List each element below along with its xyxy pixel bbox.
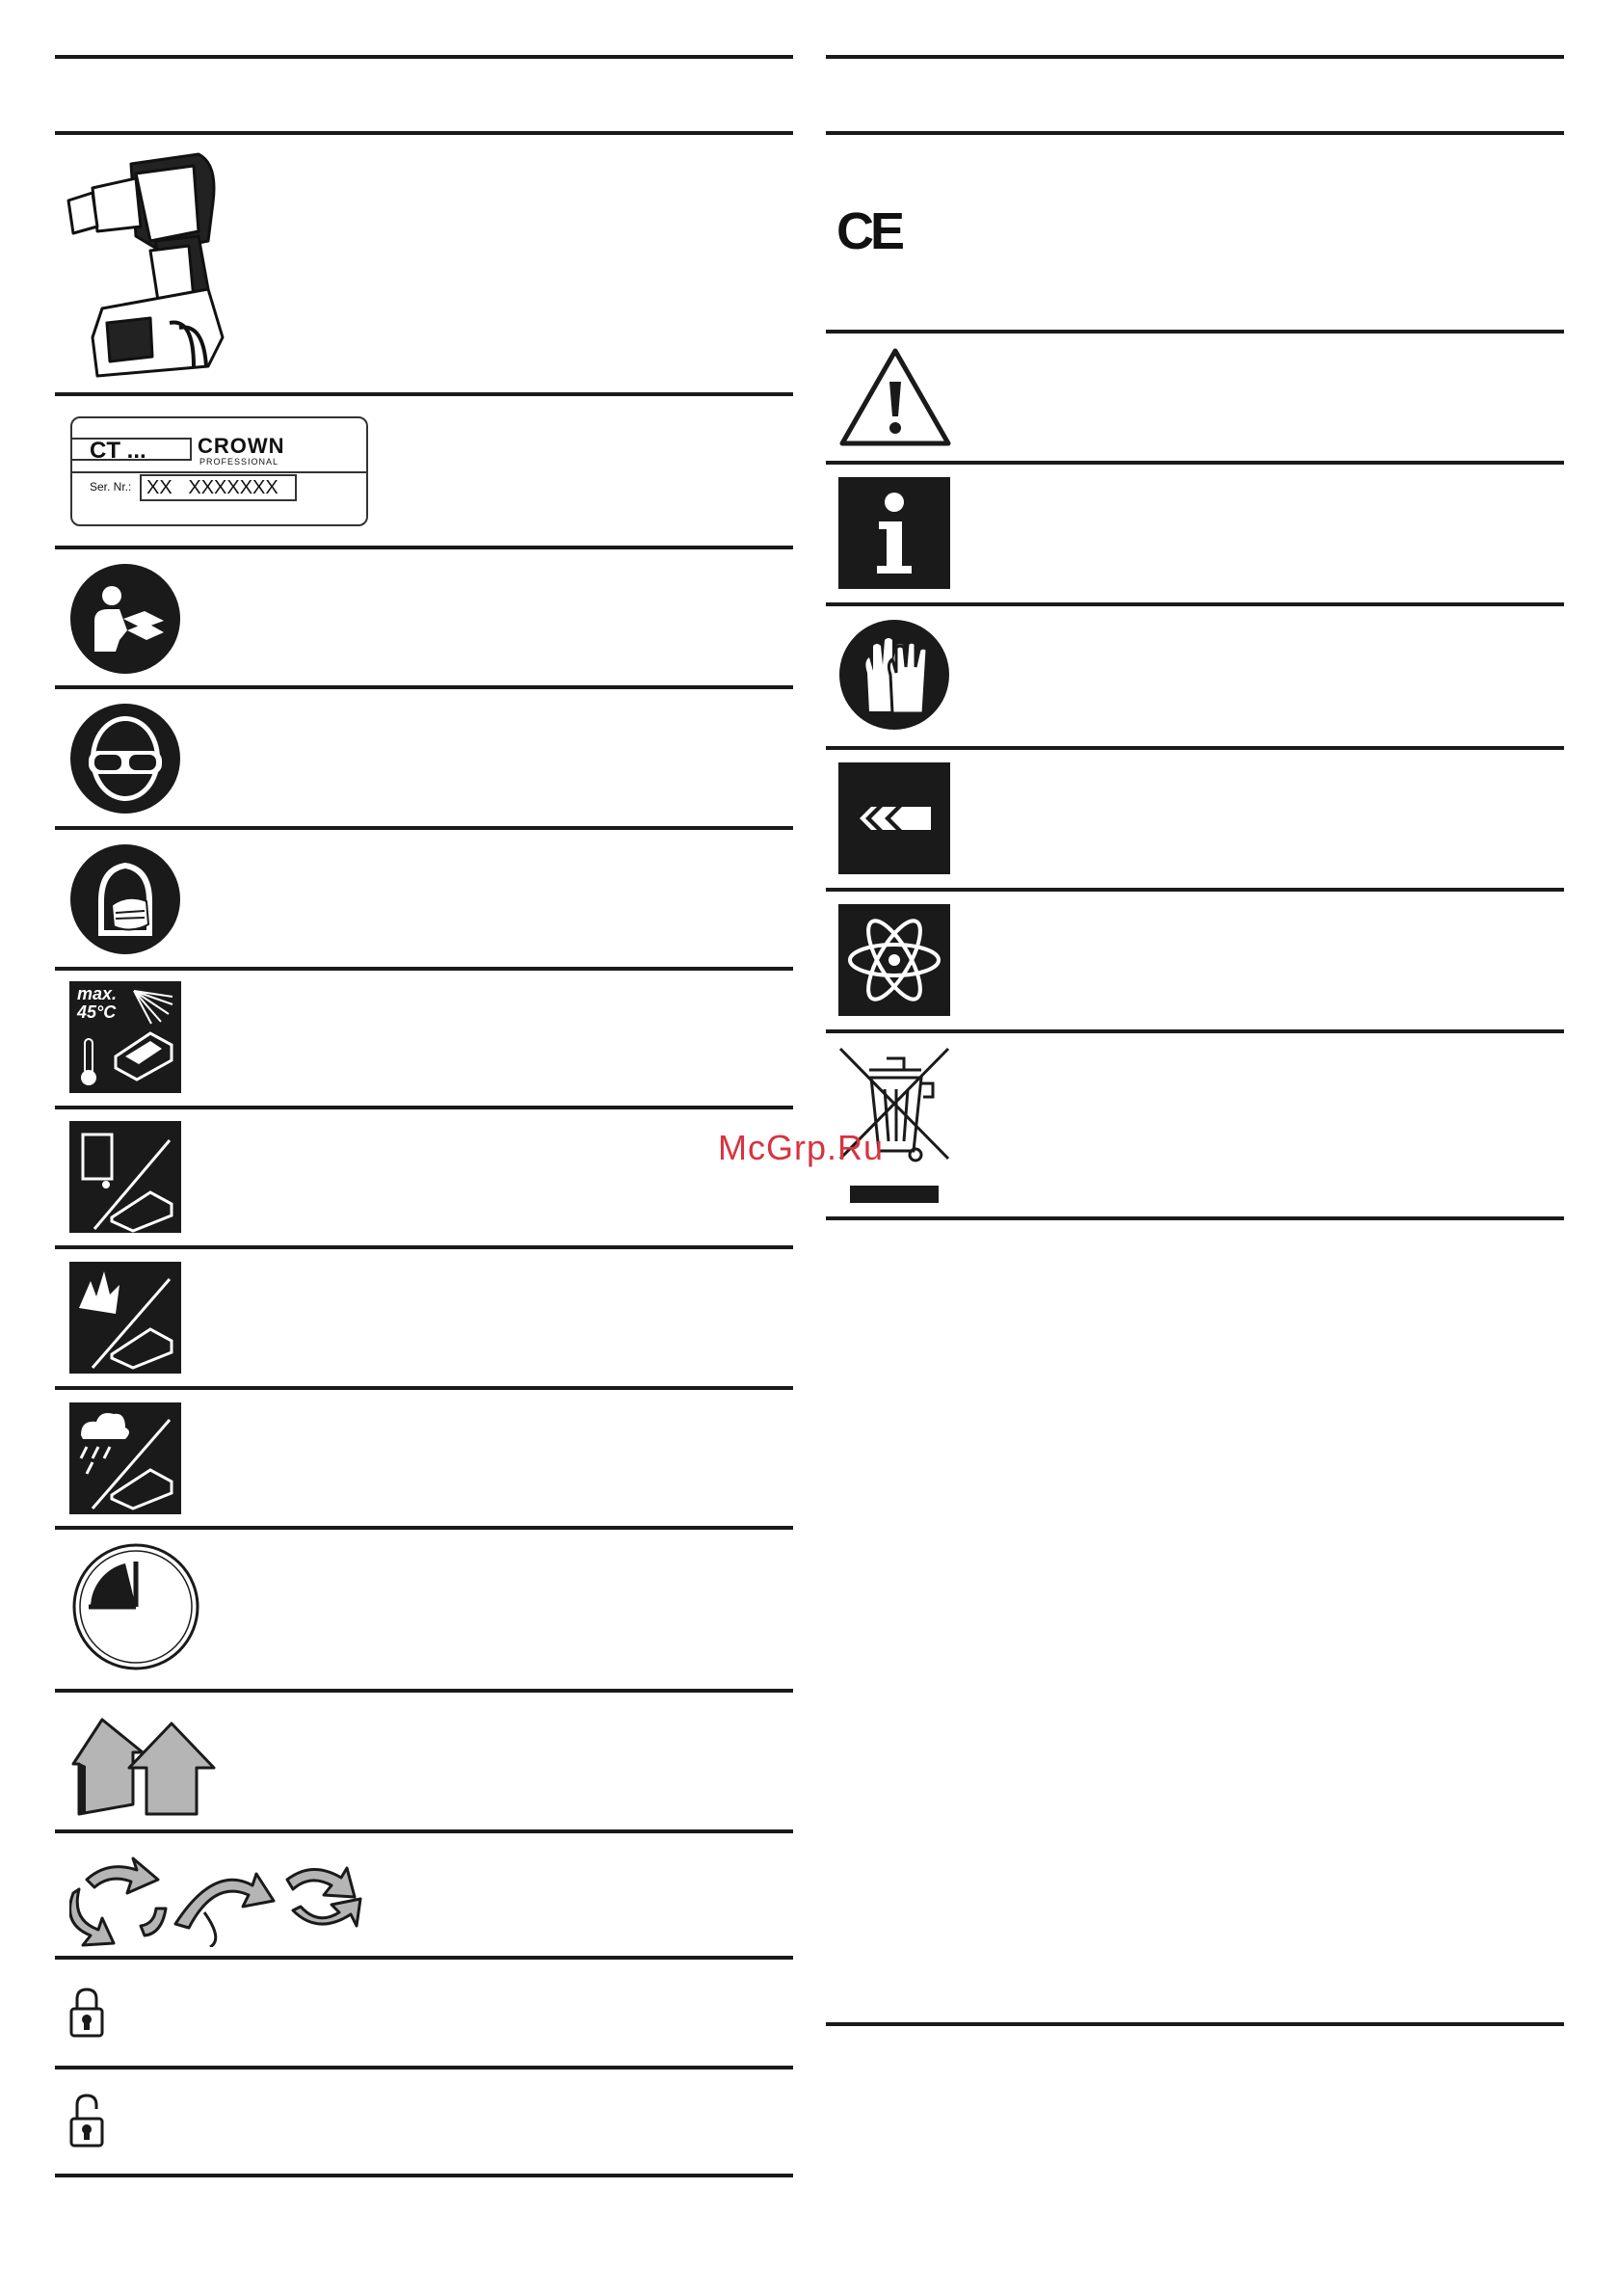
rule — [55, 967, 793, 971]
rule — [55, 1106, 793, 1109]
rule — [826, 888, 1564, 892]
battery-pack-icon — [112, 1028, 175, 1081]
rule — [55, 1956, 793, 1960]
clock-icon — [71, 1542, 200, 1671]
atom-icon — [838, 904, 950, 1016]
rule — [55, 1245, 793, 1249]
model-label: CT ... — [72, 438, 192, 461]
rule — [826, 746, 1564, 750]
eye-protection-icon — [69, 703, 181, 814]
rule — [55, 685, 793, 689]
rule — [55, 546, 793, 549]
rule-top — [55, 55, 793, 59]
rule-bottom — [826, 2022, 1564, 2026]
rule-bottom — [55, 2174, 793, 2177]
rule — [55, 1689, 793, 1693]
rule — [826, 461, 1564, 465]
rule — [55, 1386, 793, 1390]
rule — [55, 1829, 793, 1833]
rule — [826, 330, 1564, 334]
rule — [826, 1029, 1564, 1033]
rule — [55, 1526, 793, 1530]
rule-top — [826, 55, 1564, 59]
unlock-icon — [67, 2092, 110, 2149]
read-manual-icon — [69, 563, 181, 675]
rotation-icon — [69, 1851, 368, 1947]
no-fire-icon — [69, 1262, 181, 1374]
no-household-disposal-icon — [69, 1121, 181, 1233]
rule — [826, 1216, 1564, 1220]
brand-subtitle: PROFESSIONAL — [199, 457, 279, 467]
rule — [826, 131, 1564, 135]
serial-label: Ser. Nr.: — [90, 480, 132, 494]
brand-logo: CROWN — [198, 434, 285, 458]
rule — [826, 602, 1564, 606]
drill-icon — [64, 145, 227, 381]
rule — [55, 392, 793, 396]
rule — [55, 2066, 793, 2069]
lock-icon — [67, 1986, 106, 2040]
divider — [72, 471, 366, 473]
warning-icon — [838, 347, 952, 447]
temp-line1: max. — [77, 984, 118, 1003]
no-rain-icon — [69, 1402, 181, 1514]
dust-mask-icon — [69, 843, 181, 955]
thermometer-icon — [77, 1037, 100, 1087]
arrows-icon — [69, 1714, 233, 1818]
rule — [55, 131, 793, 135]
rule — [55, 826, 793, 830]
battery-charge-icon — [838, 762, 950, 874]
gloves-icon — [838, 619, 950, 731]
max-temperature-text — [77, 985, 117, 1022]
weee-bin-icon — [836, 1045, 954, 1205]
ce-mark: CE — [836, 202, 902, 260]
info-icon — [838, 477, 950, 589]
sun-rays-icon — [130, 987, 176, 1026]
temp-line2: 45°C — [77, 1002, 117, 1022]
rating-plate — [70, 416, 368, 526]
serial-value: XX XXXXXXX — [140, 474, 297, 501]
watermark: McGrp.Ru — [718, 1128, 885, 1167]
